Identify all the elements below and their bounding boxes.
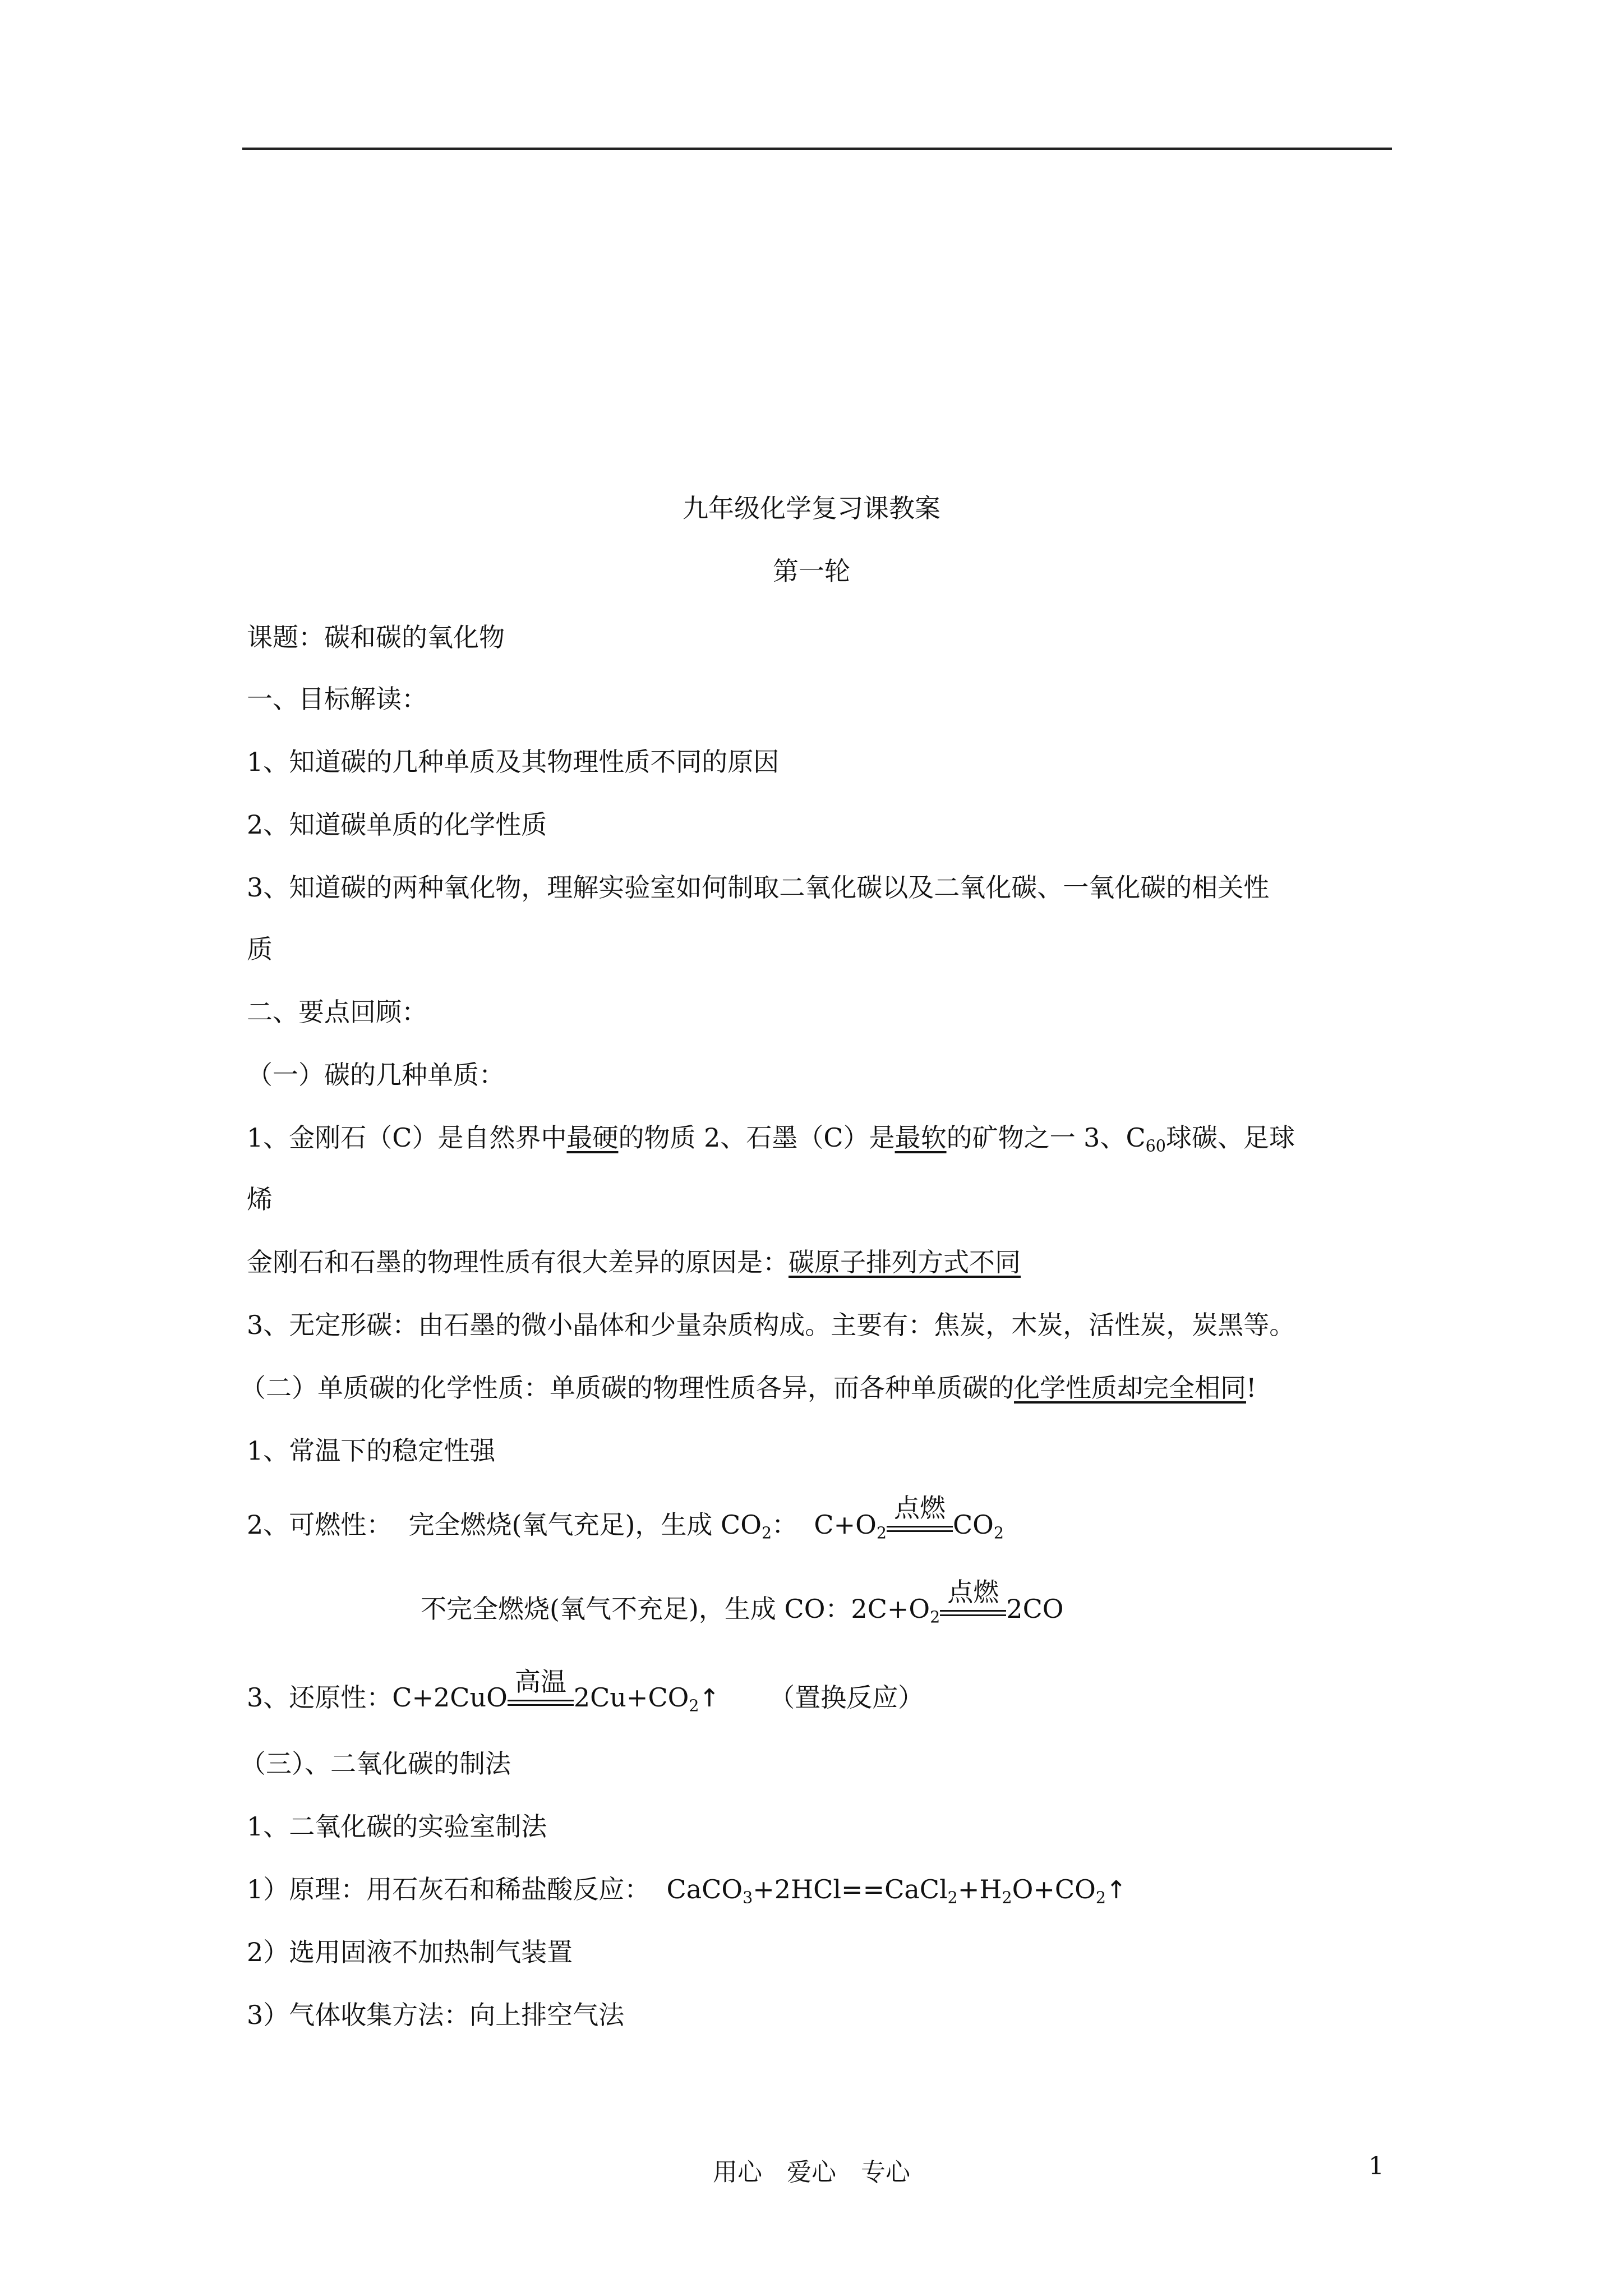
equation-rhs: CO xyxy=(952,1510,994,1540)
lab-preparation: 1、二氧化碳的实验室制法 xyxy=(247,1811,547,1842)
combustion-complete xyxy=(247,1493,1004,1543)
section-heading-goals: 一、目标解读： xyxy=(247,684,427,714)
subheading-co2-preparation: （三）、二氧化碳的制法 xyxy=(240,1749,511,1779)
condition-label: 点燃 xyxy=(893,1493,946,1523)
topic-line: 课题：碳和碳的氧化物 xyxy=(247,622,505,652)
text: ! xyxy=(1246,1373,1257,1403)
goal-3: 3、知道碳的两种氧化物，理解实验室如何制取二氧化碳以及二氧化碳、一氧化碳的相关性 xyxy=(247,872,1270,903)
reaction-type-note: （置换反应） xyxy=(769,1682,924,1713)
apparatus-line: 2）选用固液不加热制气装置 xyxy=(247,1937,573,1967)
header-rule xyxy=(242,148,1392,150)
underlined-term: 最软 xyxy=(895,1122,947,1153)
equation: +H xyxy=(957,1874,1002,1904)
subscript: 2 xyxy=(761,1524,772,1543)
subscript: 2 xyxy=(1095,1888,1106,1907)
principle-line xyxy=(247,1874,1127,1906)
text: 不完全燃烧(氧气不充足)，生成 CO：2C+O xyxy=(421,1594,930,1624)
footer-motto: 用心 爱心 专心 xyxy=(713,2158,910,2187)
carbon-forms-paragraph xyxy=(247,1122,1295,1156)
collection-method-line: 3）气体收集方法：向上排空气法 xyxy=(247,2000,625,2030)
equation: CaCO xyxy=(666,1874,743,1904)
difference-reason xyxy=(247,1246,1021,1278)
stability-item: 1、常温下的稳定性强 xyxy=(247,1435,496,1466)
condition-label: 点燃 xyxy=(947,1577,999,1607)
doc-title: 九年级化学复习课教案 xyxy=(683,493,940,523)
text: 1）原理：用石灰石和稀盐酸反应： xyxy=(247,1874,651,1904)
subscript: 60 xyxy=(1145,1137,1166,1156)
underlined-term: 化学性质却完全相同 xyxy=(1014,1373,1246,1403)
amorphous-carbon: 3、无定形碳：由石墨的微小晶体和少量杂质构成。主要有：焦炭，木炭，活性炭，炭黑等。 xyxy=(247,1310,1295,1340)
equation-rhs: 2CO xyxy=(1006,1594,1064,1624)
reducing-property xyxy=(247,1667,924,1715)
carbon-forms-cont: 烯 xyxy=(247,1184,273,1214)
text: ： xyxy=(772,1510,798,1540)
condition-label: 高温 xyxy=(514,1667,566,1697)
equation-lhs: C+O xyxy=(814,1510,877,1540)
equation: +2HCl==CaCl xyxy=(753,1874,948,1904)
underlined-term: 最硬 xyxy=(566,1122,619,1153)
text: 的矿物之一 3、C xyxy=(946,1122,1146,1153)
subscript: 2 xyxy=(930,1608,940,1627)
subscript: 2 xyxy=(689,1696,699,1715)
goal-1: 1、知道碳的几种单质及其物理性质不同的原因 xyxy=(247,747,780,777)
text: 1、金刚石（C）是自然界中 xyxy=(247,1122,567,1153)
combustion-incomplete xyxy=(421,1577,1064,1627)
text: 金刚石和石墨的物理性质有很大差异的原因是： xyxy=(247,1247,789,1277)
section-heading-review: 二、要点回顾： xyxy=(247,997,427,1027)
gas-arrow-icon: ↑ xyxy=(1105,1876,1127,1904)
page-number: 1 xyxy=(1368,2152,1384,2180)
subscript: 2 xyxy=(947,1888,958,1907)
subscript: 3 xyxy=(743,1888,753,1907)
text: 球碳、足球 xyxy=(1165,1122,1295,1153)
text: 完全燃烧(氧气充足)，生成 CO xyxy=(408,1510,762,1540)
text: （二）单质碳的化学性质：单质碳的物理性质各异，而各种单质碳的 xyxy=(240,1373,1014,1403)
doc-subtitle: 第一轮 xyxy=(773,556,850,586)
reaction-condition xyxy=(887,1493,953,1540)
text: 3、还原性：C+2CuO xyxy=(247,1682,508,1713)
goal-2: 2、知道碳单质的化学性质 xyxy=(247,809,547,840)
subscript: 2 xyxy=(876,1524,887,1543)
subheading-chemical-properties xyxy=(240,1372,1257,1404)
subscript: 2 xyxy=(993,1524,1004,1543)
subscript: 2 xyxy=(1002,1888,1012,1907)
subheading-carbon-elements: （一）碳的几种单质： xyxy=(247,1060,505,1090)
text: 2、可燃性： xyxy=(247,1510,393,1540)
goal-3-cont: 质 xyxy=(247,934,273,964)
text: 的物质 2、石墨（C）是 xyxy=(618,1122,895,1153)
reaction-condition xyxy=(508,1667,574,1714)
equation: O+CO xyxy=(1012,1874,1096,1904)
equation-rhs: 2Cu+CO xyxy=(573,1682,689,1713)
reaction-condition xyxy=(940,1577,1006,1625)
underlined-term: 碳原子排列方式不同 xyxy=(789,1247,1021,1277)
gas-arrow-icon: ↑ xyxy=(699,1684,720,1713)
